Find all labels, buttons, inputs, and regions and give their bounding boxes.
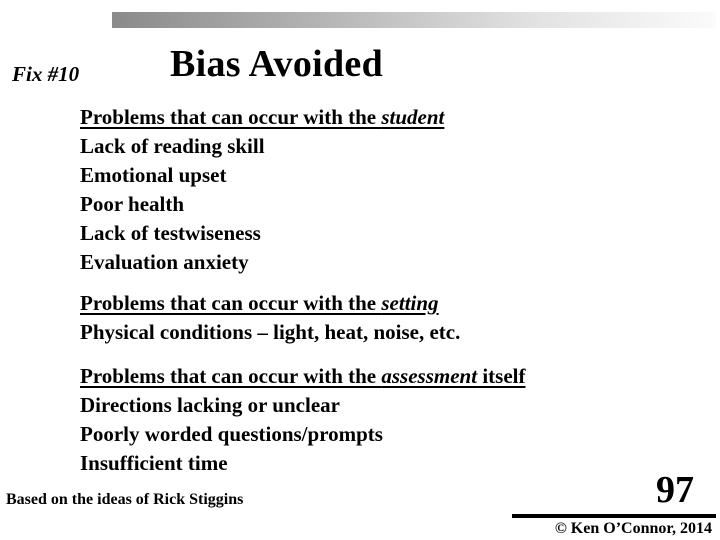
list-item: Insufficient time — [80, 451, 228, 475]
section-setting — [80, 289, 460, 347]
slide-title: Bias Avoided — [170, 43, 384, 85]
section-header-emphasis: assessment — [381, 364, 478, 388]
list-item: Evaluation anxiety — [80, 250, 249, 274]
section-student — [80, 103, 444, 277]
section-header-emphasis: setting — [381, 291, 439, 315]
section-header-emphasis: student — [381, 105, 445, 129]
section-assessment — [80, 362, 525, 478]
fix-number-label: Fix #10 — [12, 62, 80, 86]
list-item: Lack of reading skill — [80, 134, 265, 158]
copyright-notice: © Ken O’Connor, 2014 — [554, 520, 712, 537]
section-header-prefix: Problems that can occur with the — [80, 105, 382, 129]
bottom-rule — [512, 514, 716, 518]
list-item: Lack of testwiseness — [80, 221, 261, 245]
list-item: Poor health — [80, 192, 185, 216]
section-header-assessment — [80, 362, 525, 391]
page-number: 97 — [656, 469, 694, 511]
section-header-prefix: Problems that can occur with the — [80, 291, 382, 315]
list-item: Physical conditions – light, heat, noise, etc. — [80, 320, 461, 344]
list-item: Poorly worded questions/prompts — [80, 422, 383, 446]
section-header-prefix: Problems that can occur with the — [80, 364, 382, 388]
section-header-setting — [80, 289, 460, 318]
list-item: Directions lacking or unclear — [80, 393, 340, 417]
section-header-student — [80, 103, 444, 132]
source-attribution: Based on the ideas of Rick Stiggins — [6, 491, 244, 508]
section-header-suffix: itself — [477, 364, 526, 388]
list-item: Emotional upset — [80, 163, 227, 187]
top-gradient-bar — [112, 12, 716, 28]
